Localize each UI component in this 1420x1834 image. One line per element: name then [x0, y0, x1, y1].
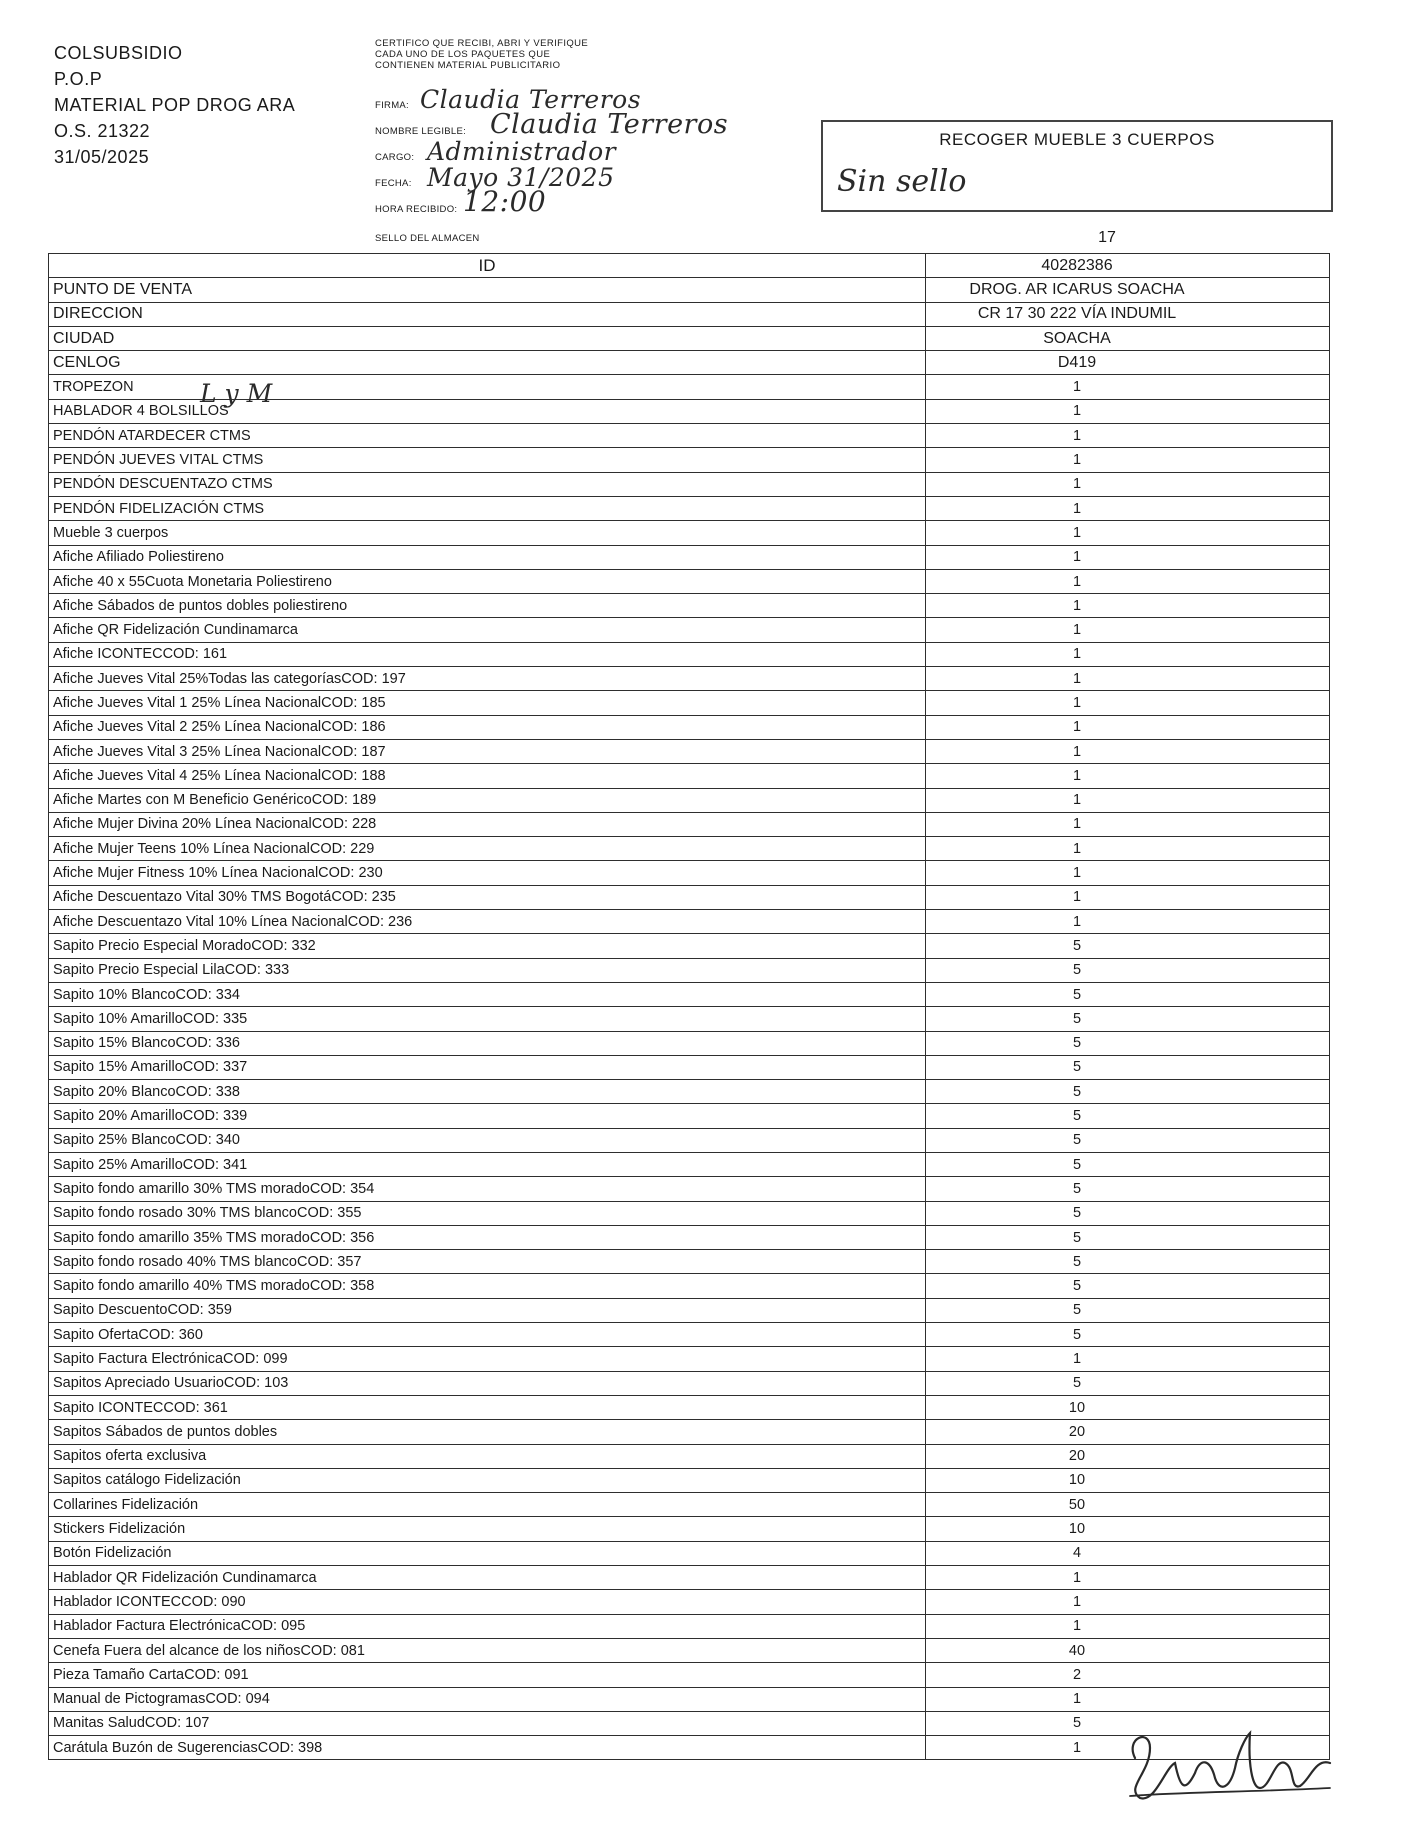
cargo-label: CARGO:	[375, 152, 415, 163]
item-quantity: 1	[926, 1590, 1330, 1614]
table-row	[49, 1395, 1330, 1419]
item-label: Sapito fondo amarillo 30% TMS moradoCOD: 354	[49, 1177, 926, 1201]
item-quantity: 1	[926, 594, 1330, 618]
item-label: Afiche Jueves Vital 1 25% Línea NacionalCOD: 185	[49, 691, 926, 715]
item-quantity: 1	[926, 885, 1330, 909]
item-label: Sapito DescuentoCOD: 359	[49, 1298, 926, 1322]
item-label: Botón Fidelización	[49, 1541, 926, 1565]
table-row	[49, 496, 1330, 520]
item-label: Pieza Tamaño CartaCOD: 091	[49, 1663, 926, 1687]
order-number: O.S. 21322	[54, 121, 151, 141]
table-row	[49, 1371, 1330, 1395]
item-label: Carátula Buzón de SugerenciasCOD: 398	[49, 1736, 926, 1760]
info-value: DROG. AR ICARUS SOACHA	[926, 278, 1330, 302]
item-label: Afiche Mujer Divina 20% Línea NacionalCOD: 228	[49, 812, 926, 836]
item-label: PENDÓN JUEVES VITAL CTMS	[49, 448, 926, 472]
table-row	[49, 885, 1330, 909]
item-quantity: 5	[926, 1128, 1330, 1152]
table-row	[49, 1420, 1330, 1444]
item-quantity: 1	[926, 812, 1330, 836]
item-label: Sapitos catálogo Fidelización	[49, 1468, 926, 1492]
item-label: Sapito fondo rosado 30% TMS blancoCOD: 355	[49, 1201, 926, 1225]
item-label: Sapito ICONTECCOD: 361	[49, 1395, 926, 1419]
item-label: Sapito fondo amarillo 35% TMS moradoCOD: 356	[49, 1225, 926, 1249]
item-label: Collarines Fidelización	[49, 1493, 926, 1517]
table-row	[49, 1347, 1330, 1371]
item-quantity: 1	[926, 496, 1330, 520]
table-row	[49, 1638, 1330, 1662]
instruction-handwritten-note: Sin sello	[837, 164, 967, 199]
item-label: Sapitos Apreciado UsuarioCOD: 103	[49, 1371, 926, 1395]
item-label: Afiche QR Fidelización Cundinamarca	[49, 618, 926, 642]
info-row	[49, 326, 1330, 350]
item-label: Mueble 3 cuerpos	[49, 521, 926, 545]
item-quantity: 5	[926, 1031, 1330, 1055]
cert-line: CONTIENEN MATERIAL PUBLICITARIO	[375, 60, 561, 71]
item-quantity: 1	[926, 521, 1330, 545]
item-label: Cenefa Fuera del alcance de los niñosCOD: 081	[49, 1638, 926, 1662]
table-row	[49, 1444, 1330, 1468]
item-quantity: 1	[926, 399, 1330, 423]
item-quantity: 5	[926, 1055, 1330, 1079]
item-label: Afiche Descuentazo Vital 30% TMS BogotáCOD: 235	[49, 885, 926, 909]
item-quantity: 5	[926, 1104, 1330, 1128]
item-quantity: 5	[926, 1080, 1330, 1104]
table-row	[49, 1493, 1330, 1517]
sello-label: SELLO DEL ALMACEN	[375, 233, 480, 244]
item-label: Afiche Jueves Vital 2 25% Línea NacionalCOD: 186	[49, 715, 926, 739]
item-quantity: 50	[926, 1493, 1330, 1517]
item-label: Sapito 20% AmarilloCOD: 339	[49, 1104, 926, 1128]
item-quantity: 5	[926, 1007, 1330, 1031]
item-label: Sapito Precio Especial LilaCOD: 333	[49, 958, 926, 982]
info-label: PUNTO DE VENTA	[49, 278, 926, 302]
table-row	[49, 1663, 1330, 1687]
item-label: TROPEZON	[49, 375, 926, 399]
item-quantity: 1	[926, 1614, 1330, 1638]
item-label: Afiche Jueves Vital 3 25% Línea NacionalCOD: 187	[49, 739, 926, 763]
hora-handwritten: 12:00	[463, 185, 547, 218]
footer-signature	[1120, 1718, 1340, 1813]
item-label: Afiche Mujer Fitness 10% Línea NacionalCOD: 230	[49, 861, 926, 885]
item-quantity: 5	[926, 1201, 1330, 1225]
nombre-handwritten: Claudia Terreros	[490, 109, 729, 140]
tropezon-handwritten-note: L y M	[200, 379, 273, 408]
item-quantity: 1	[926, 715, 1330, 739]
item-quantity: 1	[926, 691, 1330, 715]
item-quantity: 5	[926, 958, 1330, 982]
item-label: Sapito 25% BlancoCOD: 340	[49, 1128, 926, 1152]
table-row	[49, 1031, 1330, 1055]
item-label: Afiche ICONTECCOD: 161	[49, 642, 926, 666]
table-row	[49, 788, 1330, 812]
table-row	[49, 1298, 1330, 1322]
info-value: D419	[926, 351, 1330, 375]
item-label: Sapito 15% AmarilloCOD: 337	[49, 1055, 926, 1079]
table-row	[49, 1614, 1330, 1638]
item-label: Sapito fondo amarillo 40% TMS moradoCOD: 358	[49, 1274, 926, 1298]
program-name: P.O.P	[54, 69, 103, 89]
item-quantity: 1	[926, 448, 1330, 472]
table-row	[49, 1007, 1330, 1031]
table-row	[49, 739, 1330, 763]
table-row	[49, 1590, 1330, 1614]
item-label: Hablador Factura ElectrónicaCOD: 095	[49, 1614, 926, 1638]
item-label: PENDÓN DESCUENTAZO CTMS	[49, 472, 926, 496]
info-value: CR 17 30 222 VÍA INDUMIL	[926, 302, 1330, 326]
table-row	[49, 569, 1330, 593]
item-quantity: 20	[926, 1420, 1330, 1444]
header-block	[54, 40, 295, 170]
signature-fields	[375, 85, 729, 218]
table-row	[49, 424, 1330, 448]
table-row	[49, 521, 1330, 545]
item-quantity: 5	[926, 1225, 1330, 1249]
item-quantity: 1	[926, 1736, 1330, 1760]
info-row	[49, 302, 1330, 326]
table-row	[49, 1201, 1330, 1225]
table-row	[49, 910, 1330, 934]
firma-handwritten: Claudia Terreros	[420, 85, 642, 114]
item-quantity: 5	[926, 1711, 1330, 1735]
table-row	[49, 1566, 1330, 1590]
item-label: Sapito 10% BlancoCOD: 334	[49, 982, 926, 1006]
item-label: Sapitos Sábados de puntos dobles	[49, 1420, 926, 1444]
id-row	[49, 254, 1330, 278]
item-quantity: 4	[926, 1541, 1330, 1565]
table-row	[49, 1104, 1330, 1128]
item-label: Sapito 15% BlancoCOD: 336	[49, 1031, 926, 1055]
item-quantity: 1	[926, 910, 1330, 934]
company-name: COLSUBSIDIO	[54, 43, 183, 63]
item-quantity: 1	[926, 837, 1330, 861]
item-quantity: 1	[926, 764, 1330, 788]
item-label: Afiche Jueves Vital 25%Todas las categoríasCOD: 197	[49, 667, 926, 691]
table-row	[49, 1250, 1330, 1274]
item-quantity: 5	[926, 1152, 1330, 1176]
table-row	[49, 642, 1330, 666]
table-row	[49, 982, 1330, 1006]
table-row	[49, 1080, 1330, 1104]
item-quantity: 2	[926, 1663, 1330, 1687]
hora-row	[375, 185, 695, 218]
item-label: Sapito Precio Especial MoradoCOD: 332	[49, 934, 926, 958]
table-row	[49, 715, 1330, 739]
material-table	[48, 253, 1330, 1760]
info-value: SOACHA	[926, 326, 1330, 350]
item-label: Hablador QR Fidelización Cundinamarca	[49, 1566, 926, 1590]
cargo-handwritten: Administrador	[427, 137, 617, 166]
item-quantity: 1	[926, 861, 1330, 885]
table-row	[49, 1152, 1330, 1176]
table-row	[49, 1323, 1330, 1347]
info-row	[49, 278, 1330, 302]
item-quantity: 40	[926, 1638, 1330, 1662]
table-row	[49, 1055, 1330, 1079]
item-quantity: 5	[926, 982, 1330, 1006]
cert-line: CERTIFICO QUE RECIBI, ABRI Y VERIFIQUE	[375, 38, 589, 49]
item-label: HABLADOR 4 BOLSILLOS	[49, 399, 926, 423]
item-quantity: 1	[926, 1347, 1330, 1371]
item-label: Sapitos oferta exclusiva	[49, 1444, 926, 1468]
instruction-title: RECOGER MUEBLE 3 CUERPOS	[939, 130, 1215, 149]
item-quantity: 1	[926, 618, 1330, 642]
item-quantity: 10	[926, 1395, 1330, 1419]
item-label: Afiche Mujer Teens 10% Línea NacionalCOD: 229	[49, 837, 926, 861]
item-label: PENDÓN ATARDECER CTMS	[49, 424, 926, 448]
info-label: CENLOG	[49, 351, 926, 375]
item-label: Sapito 25% AmarilloCOD: 341	[49, 1152, 926, 1176]
instruction-box	[821, 120, 1333, 212]
sheet-number: 17	[1098, 229, 1116, 246]
table-row	[49, 764, 1330, 788]
item-label: PENDÓN FIDELIZACIÓN CTMS	[49, 496, 926, 520]
table-row	[49, 618, 1330, 642]
item-label: Stickers Fidelización	[49, 1517, 926, 1541]
item-label: Afiche Afiliado Poliestireno	[49, 545, 926, 569]
table-row	[49, 545, 1330, 569]
item-quantity: 10	[926, 1468, 1330, 1492]
id-label: ID	[49, 254, 926, 278]
table-row	[49, 1468, 1330, 1492]
item-quantity: 5	[926, 1250, 1330, 1274]
item-label: Hablador ICONTECCOD: 090	[49, 1590, 926, 1614]
item-quantity: 5	[926, 1177, 1330, 1201]
firma-label: FIRMA:	[375, 100, 409, 111]
item-label: Manual de PictogramasCOD: 094	[49, 1687, 926, 1711]
cert-line: CADA UNO DE LOS PAQUETES QUE	[375, 49, 551, 60]
item-quantity: 1	[926, 472, 1330, 496]
item-quantity: 1	[926, 667, 1330, 691]
item-quantity: 1	[926, 1566, 1330, 1590]
table-row	[49, 1517, 1330, 1541]
item-label: Afiche 40 x 55Cuota Monetaria Poliestireno	[49, 569, 926, 593]
item-quantity: 1	[926, 739, 1330, 763]
item-label: Sapito 10% AmarilloCOD: 335	[49, 1007, 926, 1031]
footer-signature-scribble	[1120, 1718, 1340, 1808]
item-quantity: 5	[926, 934, 1330, 958]
certification-text	[375, 38, 675, 71]
item-quantity: 1	[926, 642, 1330, 666]
item-label: Afiche Martes con M Beneficio GenéricoCOD: 189	[49, 788, 926, 812]
table-row	[49, 594, 1330, 618]
item-label: Sapito 20% BlancoCOD: 338	[49, 1080, 926, 1104]
item-quantity: 10	[926, 1517, 1330, 1541]
table-row	[49, 1541, 1330, 1565]
item-quantity: 1	[926, 424, 1330, 448]
table-row	[49, 667, 1330, 691]
fecha-label: FECHA:	[375, 178, 412, 189]
item-label: Sapito OfertaCOD: 360	[49, 1323, 926, 1347]
table-row	[49, 448, 1330, 472]
item-label: Afiche Descuentazo Vital 10% Línea NacionalCOD: 236	[49, 910, 926, 934]
item-quantity: 1	[926, 1687, 1330, 1711]
table-row	[49, 812, 1330, 836]
fecha-handwritten: Mayo 31/2025	[427, 163, 615, 192]
item-quantity: 1	[926, 375, 1330, 399]
item-label: Afiche Sábados de puntos dobles poliestireno	[49, 594, 926, 618]
table-row	[49, 958, 1330, 982]
table-row	[49, 1225, 1330, 1249]
item-quantity: 1	[926, 788, 1330, 812]
info-row	[49, 351, 1330, 375]
table-row	[49, 861, 1330, 885]
item-quantity: 20	[926, 1444, 1330, 1468]
table-row	[49, 691, 1330, 715]
item-quantity: 1	[926, 545, 1330, 569]
info-label: CIUDAD	[49, 326, 926, 350]
item-label: Manitas SaludCOD: 107	[49, 1711, 926, 1735]
info-label: DIRECCION	[49, 302, 926, 326]
table-row	[49, 1687, 1330, 1711]
table-row	[49, 472, 1330, 496]
nombre-label: NOMBRE LEGIBLE:	[375, 126, 467, 137]
material-name: MATERIAL POP DROG ARA	[54, 95, 296, 115]
item-label: Afiche Jueves Vital 4 25% Línea NacionalCOD: 188	[49, 764, 926, 788]
table-row	[49, 934, 1330, 958]
table-row	[49, 1128, 1330, 1152]
table-row	[49, 1274, 1330, 1298]
item-quantity: 5	[926, 1298, 1330, 1322]
id-value: 40282386	[926, 254, 1330, 278]
item-quantity: 5	[926, 1371, 1330, 1395]
item-label: Sapito fondo rosado 40% TMS blancoCOD: 357	[49, 1250, 926, 1274]
order-date: 31/05/2025	[54, 147, 150, 167]
item-label: Sapito Factura ElectrónicaCOD: 099	[49, 1347, 926, 1371]
item-quantity: 5	[926, 1323, 1330, 1347]
hora-label: HORA RECIBIDO:	[375, 204, 458, 215]
item-quantity: 1	[926, 569, 1330, 593]
table-row	[49, 1177, 1330, 1201]
item-quantity: 5	[926, 1274, 1330, 1298]
table-row	[49, 837, 1330, 861]
